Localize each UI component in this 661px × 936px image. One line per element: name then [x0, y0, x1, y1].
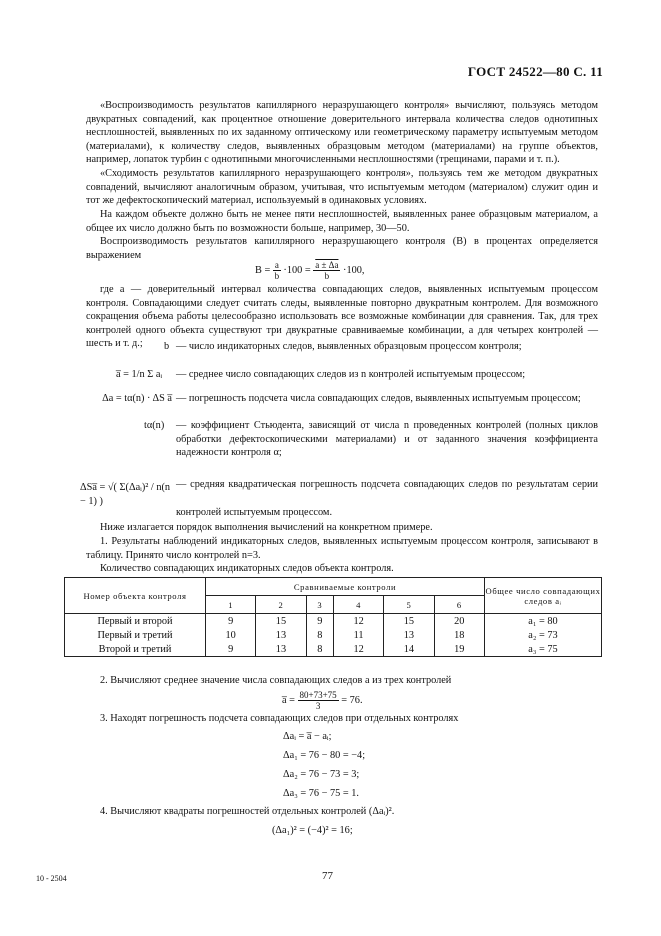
- subheader-cell: 3: [306, 596, 333, 614]
- mean-fraction: [298, 690, 339, 711]
- definition-text: — средняя квадратическая погрешность подсчета совпадающих следов по результатам серии контролей испытуемым процессом.: [176, 479, 598, 518]
- paragraph-where: где а — доверительный интервал количества совпадающих следов, выявленных испытуемым процессом контроля. Совпадающими следует считать следы, выявленные повторно двукратным контролем. Для возможного сокращения объема работы целесообразно использовать все возможные комбинации для сравнения. Так, для трех контролей одного объекта существуют три двукратные сравниваемые комбинации, а для четырех контролей — шесть и т. д.;: [86, 284, 598, 349]
- subheader-cell: 6: [434, 596, 484, 614]
- step-3-formula-general: Δaᵢ = a̅ − aᵢ;: [283, 731, 332, 742]
- paragraph-reproducibility: «Воспроизводимость результатов капиллярного неразрушающего контроля» вычисляют, пользуясь методом двукратных совпадений, как процентное отношение доверительного интервала количества следов однотипных несплошностей, выявленных по их заданному оптическому или геометрическому параметру испытуемым методом (материалами), к количеству следов, выявленных образцовым методом (материалами) на группе объектов, например, лопаток турбин с однотипными многочисленными несплошностями (трещинами, парами и т. п.).: [86, 100, 598, 165]
- table-row: [65, 628, 602, 642]
- table-cell: 12: [333, 642, 383, 657]
- definition-variable: tα(n): [144, 420, 165, 431]
- fraction-denominator: 3: [315, 701, 321, 711]
- paragraph-convergence: «Сходимость результатов капиллярного неразрушающего контроля», пользуясь тем же методом двукратных совпадений, вычисляют аналогичным образом, учитывая, что испытуемым методом (материалом) служит один и тот же дефектоскопический материал, используемый в одинаковых условиях.: [86, 168, 598, 206]
- table-cell: 13: [256, 628, 306, 642]
- header-object: Номер объекта контроля: [65, 578, 206, 614]
- table-row: [65, 614, 602, 629]
- table-cell: 11: [333, 628, 383, 642]
- table-cell: 8: [306, 642, 333, 657]
- table-cell: 9: [306, 614, 333, 629]
- table-cell: 12: [333, 614, 383, 629]
- definition-text: — число индикаторных следов, выявленных образцовым процессом контроля;: [176, 341, 522, 352]
- definition-text: — среднее число совпадающих следов из n контролей испытуемым процессом;: [176, 369, 526, 380]
- page-header: ГОСТ 24522—80 С. 11: [467, 64, 603, 79]
- table-cell: 13: [256, 642, 306, 657]
- paragraph-step-1: 1. Результаты наблюдений индикаторных следов, выявленных испытуемым процессом контроля, записывают в таблицу. Принято число контролей n=3.: [86, 536, 598, 561]
- table-cell: 18: [434, 628, 484, 642]
- subheader-cell: 2: [256, 596, 306, 614]
- paragraph-step-3: 3. Находят погрешность подсчета совпадающих следов при отдельных контролях: [100, 713, 459, 724]
- header-total: Общее число совпадающих следов aᵢ: [485, 578, 602, 614]
- step-3-formula-1: Δa₁ = 76 − 80 = −4;: [283, 750, 366, 761]
- table-cell: 10: [206, 628, 256, 642]
- main-formula: [255, 260, 365, 281]
- row-name: Первый и второй: [65, 614, 206, 629]
- row-total: a₁ = 80: [485, 614, 602, 629]
- row-total: a₂ = 73: [485, 628, 602, 642]
- footer-code: 10 - 2504: [36, 874, 67, 883]
- formula-lhs: a̅ =: [282, 694, 295, 706]
- definition-text: — коэффициент Стьюдента, зависящий от числа n проведенных контролей (полных циклов обработки дефектоскопическими материалами) и от заданного значения коэффициента надежности контроля α;: [176, 420, 598, 458]
- fraction-numerator: a: [274, 260, 279, 270]
- definition-variable: Δa = tα(n) · ΔS a̅: [102, 393, 172, 404]
- table-cell: 15: [384, 614, 434, 629]
- row-name: Первый и третий: [65, 628, 206, 642]
- table-caption: Количество совпадающих индикаторных следов объекта контроля.: [100, 563, 394, 574]
- formula-lhs: B =: [255, 264, 271, 276]
- results-table: [64, 577, 602, 657]
- paragraph-example-intro: Ниже излагается порядок выполнения вычислений на конкретном примере.: [100, 522, 433, 533]
- table-header-row: [65, 578, 602, 596]
- table-cell: 15: [256, 614, 306, 629]
- fraction-denominator: b: [324, 271, 330, 281]
- subheader-cell: 1: [206, 596, 256, 614]
- fraction-numerator: a ± Δa: [315, 260, 339, 270]
- table-cell: 8: [306, 628, 333, 642]
- paragraph-expression-intro: Воспроизводимость результатов капиллярного неразрушающего контроля (В) в процентах определяется выражением: [86, 236, 598, 261]
- paragraph-step-2: 2. Вычисляют среднее значение числа совпадающих следов a из трех контролей: [100, 675, 452, 686]
- definition-variable: b: [164, 341, 170, 352]
- table-cell: 9: [206, 642, 256, 657]
- paragraph-step-4: 4. Вычисляют квадраты погрешностей отдельных контролей (Δaᵢ)².: [100, 806, 395, 817]
- table-cell: 14: [384, 642, 434, 657]
- table-row: [65, 642, 602, 657]
- table-cell: 9: [206, 614, 256, 629]
- fraction-interval: [313, 260, 340, 281]
- fraction-denominator: b: [274, 271, 280, 281]
- table-cell: 13: [384, 628, 434, 642]
- fraction-a-b: [273, 260, 281, 281]
- paragraph-defect-count: На каждом объекте должно быть не менее пяти несплошностей, выявленных ранее образцовым материалом, а общее их число должно быть по возможности больше, например, 30—50.: [86, 209, 598, 234]
- subheader-cell: 4: [333, 596, 383, 614]
- definition-variable: ΔSa̅ = √( Σ(Δaᵢ)² / n(n − 1) ): [80, 482, 171, 507]
- table-cell: 19: [434, 642, 484, 657]
- step-2-formula: [282, 690, 363, 711]
- step-3-formula-3: Δa₃ = 76 − 75 = 1.: [283, 788, 359, 799]
- fraction-numerator: 80+73+75: [299, 690, 337, 700]
- table-cell: 20: [434, 614, 484, 629]
- row-total: a₃ = 75: [485, 642, 602, 657]
- definition-text: — погрешность подсчета числа совпадающих следов, выявленных испытуемым процессом;: [176, 393, 581, 404]
- formula-mid: ·100 =: [283, 264, 311, 276]
- row-name: Второй и третий: [65, 642, 206, 657]
- step-3-formula-2: Δa₂ = 76 − 73 = 3;: [283, 769, 360, 780]
- subheader-cell: 5: [384, 596, 434, 614]
- step-4-formula: (Δa₁)² = (−4)² = 16;: [272, 825, 353, 836]
- formula-tail: ·100,: [343, 264, 365, 276]
- definition-variable: a̅ = 1/n Σ aᵢ: [116, 369, 163, 380]
- page-number: 77: [322, 870, 333, 882]
- formula-rhs: = 76.: [341, 694, 363, 706]
- header-compared: Сравниваемые контроли: [206, 578, 485, 596]
